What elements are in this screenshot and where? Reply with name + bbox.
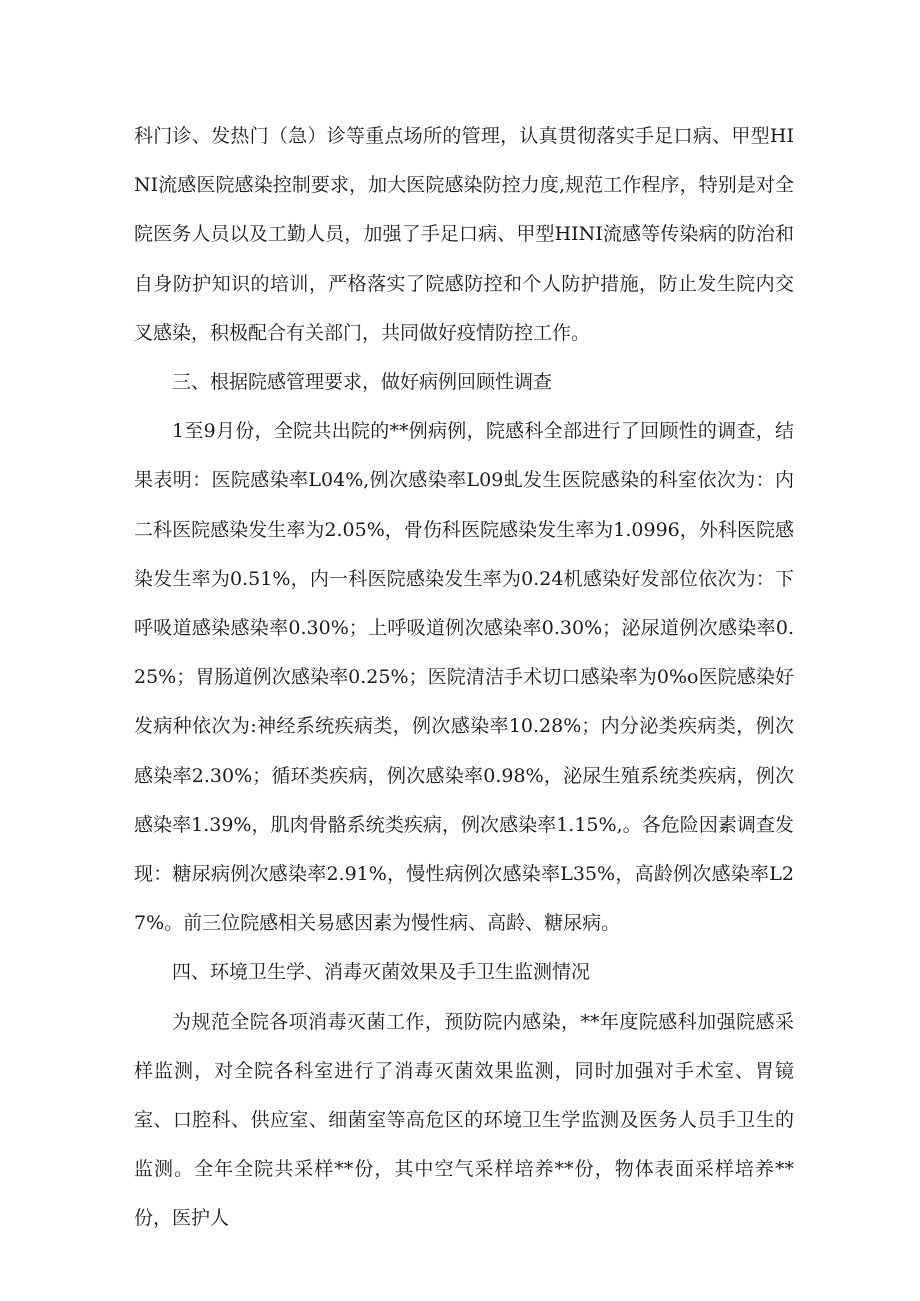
document-body [134, 112, 794, 1244]
paragraph-sampling-monitoring: 为规范全院各项消毒灭菌工作，预防院内感染，**年度院感科加强院感采样监测，对全院各科室进行了消毒灭菌效果监测，同时加强对手术室、胃镜室、口腔科、供应室、细菌室等高危区的环境卫生学监测及医务人员手卫生的监测。全年全院共采样**份，其中空气采样培养**份，物体表面采样培养**份，医护人 [134, 1010, 794, 1230]
section-heading-environmental-monitoring: 四、环境卫生学、消毒灭菌效果及手卫生监测情况 [172, 961, 591, 984]
section-heading-retrospective-survey: 三、根据院感管理要求，做好病例回顾性调查 [172, 371, 553, 394]
paragraph-survey-results: 1至9月份，全院共出院的**例病例，院感科全部进行了回顾性的调查，结果表明：医院感染率L04%,例次感染率L09虬发生医院感染的科室依次为：内二科医院感染发生率为2.05%，骨伤科医院感染发生率为1.0996，外科医院感染发生率为0.51%，内一科医院感染发生率为0.24机感染好发部位依次为：下呼吸道感染感染率0.30%；上呼吸道例次感染率0.30%；泌尿道例次感染率0.25%；胃肠道例次感染率0.25%；医院清洁手术切口感染率为0%o医院感染好发病种依次为:神经系统疾病类，例次感染率10.28%；内分泌类疾病类，例次感染率2.30%；循环类疾病，例次感染率0.98%，泌尿生殖系统类疾病，例次感染率1.39%，肌肉骨骼系统类疾病，例次感染率1.15%,。各危险因素调查发现：糖尿病例次感染率2.91%，慢性病例次感染率L35%，高龄例次感染率L27%。前三位院感相关易感因素为慢性病、高龄、糖尿病。 [134, 420, 794, 935]
paragraph-infection-control: 科门诊、发热门（急）诊等重点场所的管理，认真贯彻落实手足口病、甲型HINI流感医院感染控制要求，加大医院感染防控力度,规范工作程序，特别是对全院医务人员以及工勤人员，加强了手足口病、甲型HINI流感等传染病的防治和自身防护知识的培训，严格落实了院感防控和个人防护措施，防止发生院内交叉感染，积极配合有关部门，共同做好疫情防控工作。 [134, 125, 794, 344]
